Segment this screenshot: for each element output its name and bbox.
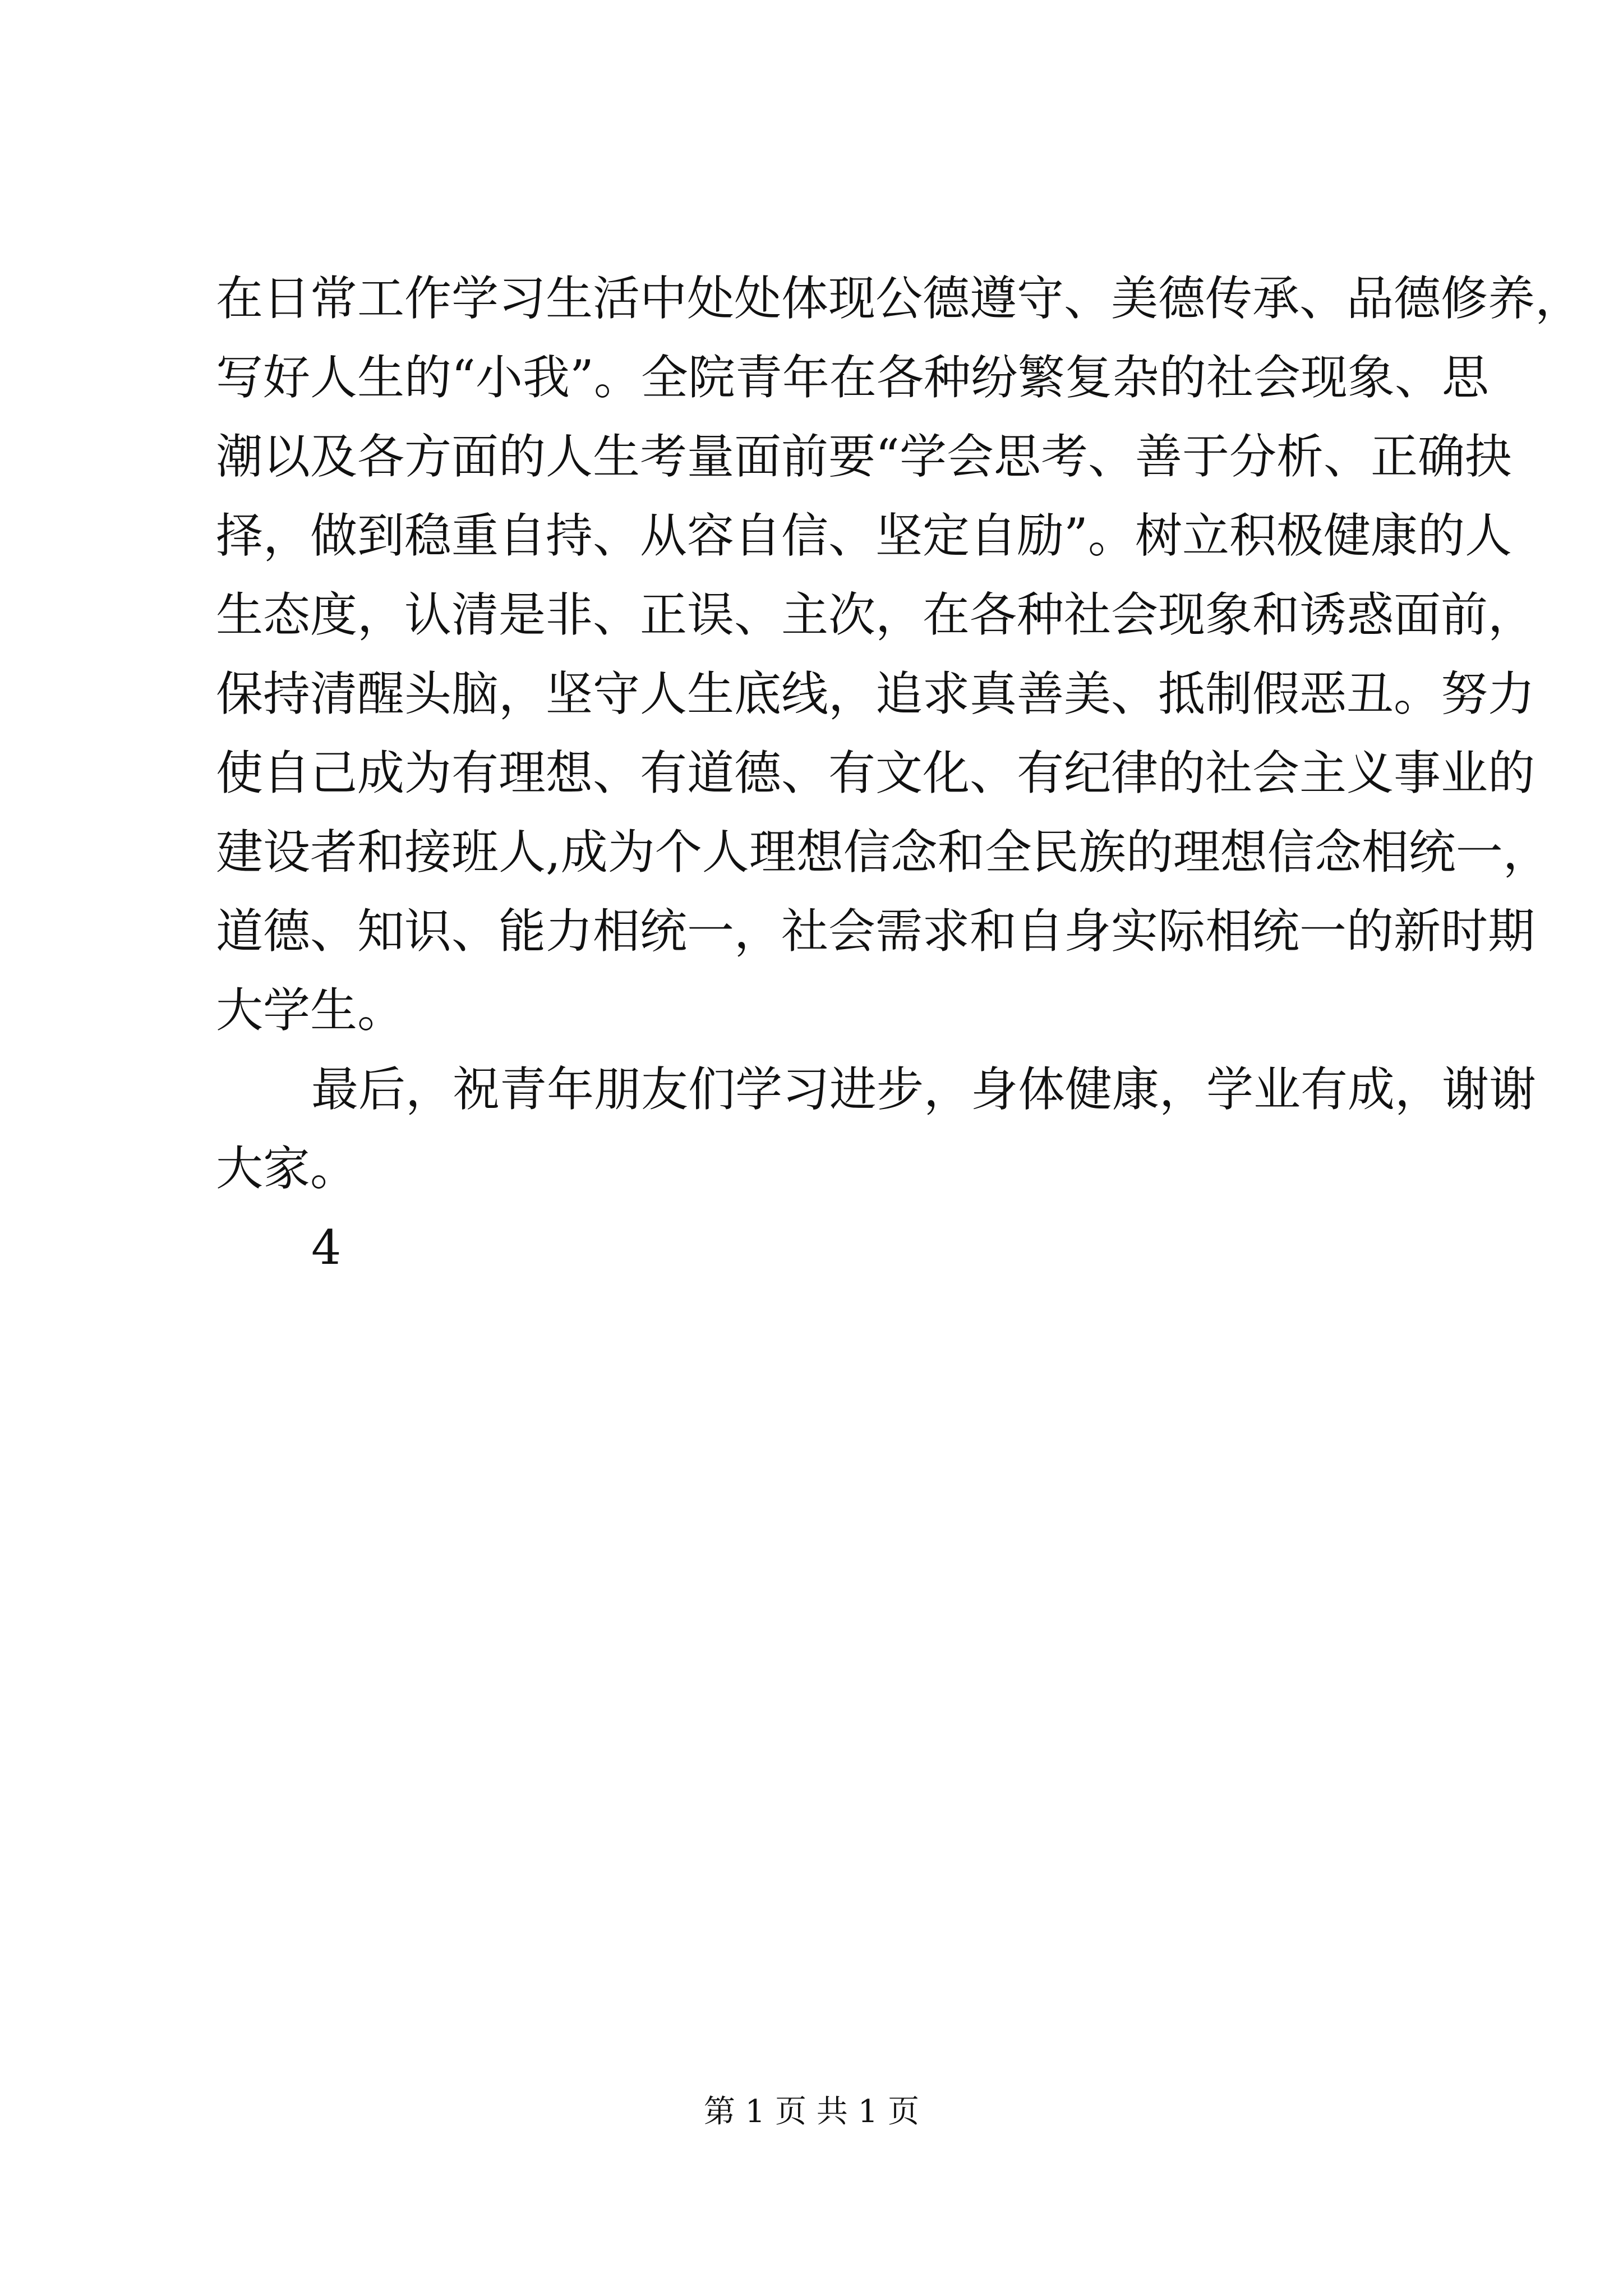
text-line: 潮以及各方面的人生考量面前要“学会思考、善于分析、正确抉 — [216, 429, 1512, 484]
paragraph-1 — [216, 259, 1583, 1050]
page-footer: 第 1 页 共 1 页 — [703, 2093, 920, 2130]
page-marker: 4 — [311, 1220, 342, 1275]
paragraph-2 — [216, 1050, 1537, 1208]
text-line: 大家。 — [216, 1141, 358, 1196]
text-line: 在日常工作学习生活中处处体现公德遵守、美德传承、品德修养， — [216, 271, 1583, 326]
text-line: 生态度，认清是非、正误、主次，在各种社会现象和诱惑面前， — [216, 587, 1536, 642]
text-line: 大学生。 — [216, 983, 405, 1038]
text-line: 写好人生的“小我”。全院青年在各种纷繁复杂的社会现象、思 — [216, 350, 1489, 405]
text-line: 道德、知识、能力相统一，社会需求和自身实际相统一的新时期 — [216, 904, 1536, 959]
text-line: 最后，祝青年朋友们学习进步，身体健康，学业有成，谢谢 — [311, 1062, 1537, 1117]
text-line: 建设者和接班人,成为个人理想信念和全民族的理想信念相统一， — [216, 825, 1550, 880]
text-line: 保持清醒头脑，坚守人生底线，追求真善美、抵制假恶丑。努力 — [216, 666, 1536, 721]
document-body — [216, 259, 1583, 1287]
text-line: 择，做到稳重自持、从容自信、坚定自励”。树立积极健康的人 — [216, 508, 1512, 563]
text-line: 使自己成为有理想、有道德、有文化、有纪律的社会主义事业的 — [216, 746, 1536, 800]
